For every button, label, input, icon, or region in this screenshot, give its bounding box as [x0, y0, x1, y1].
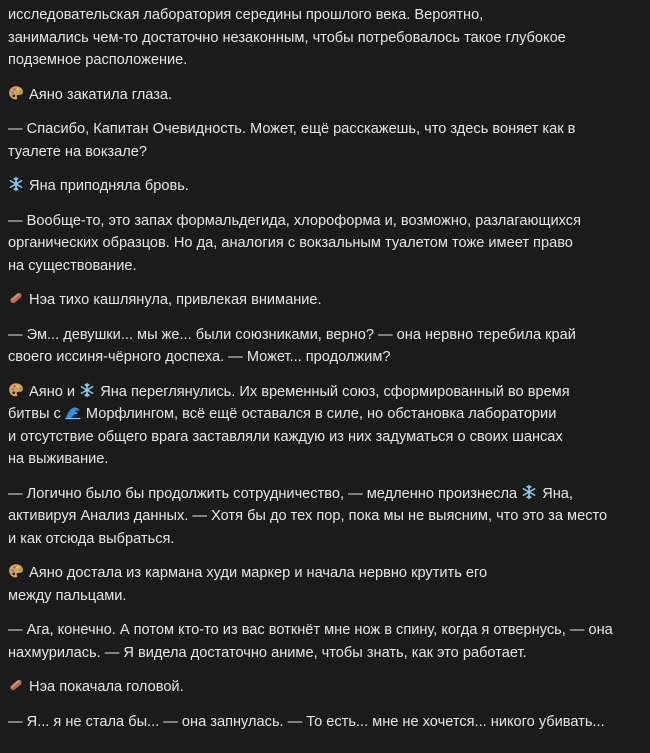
message-paragraph — [8, 676, 644, 699]
paragraph-text: — Я... я не стала бы... — она запнулась. — То есть... мне не хочется... никого убивать... — [8, 713, 605, 730]
message-paragraph — [8, 210, 644, 278]
message-paragraph — [8, 289, 644, 312]
paragraph-text: Аяно достала из кармана худи маркер и начала нервно крутить его между пальцами. — [8, 565, 488, 604]
wave-icon — [65, 404, 81, 420]
message-paragraph — [8, 324, 644, 369]
snowflake-icon — [79, 382, 95, 398]
paragraph-text: — Эм... девушки... мы же... были союзниками, верно? — она нервно теребила край своего иссиня-чёрного доспеха. — Может... продолжим? — [8, 326, 576, 365]
paragraph-text: — Ага, конечно. А потом кто-то из вас воткнёт мне нож в спину, когда я отвернусь, — она нахмурилась. — Я видела достаточно аниме, чтобы знать, как это работает. — [8, 622, 613, 661]
message-paragraph — [8, 175, 644, 198]
message-paragraph — [8, 483, 644, 551]
message-paragraph — [8, 84, 644, 107]
paragraph-text: Нэа покачала головой. — [25, 679, 184, 695]
paragraph-text: Яна переглянулись. Их временный союз, сформированный во время битвы с — [8, 383, 570, 422]
message-paragraph — [8, 619, 644, 664]
snowflake-icon — [521, 484, 537, 500]
palette-icon — [8, 563, 24, 579]
message-paragraph — [8, 711, 644, 734]
palette-icon — [8, 85, 24, 101]
paragraph-text: Нэа тихо кашлянула, привлекая внимание. — [25, 292, 322, 308]
message-paragraph — [8, 381, 644, 471]
palette-icon — [8, 382, 24, 398]
paragraph-text: Яна, активируя Анализ данных. — Хотя бы до тех пор, пока мы не выясним, что это за место и как отсюда выбраться. — [8, 485, 608, 547]
paragraph-text: — Логично было бы продолжить сотрудничество, — медленно произнесла — [8, 485, 522, 502]
paragraph-text: Морфлингом, всё ещё оставался в силе, но обстановка лаборатории и отсутствие общего врага заставляли каждую из них задуматься о своих шансах на выживание. — [8, 406, 563, 467]
snowflake-icon — [8, 176, 24, 192]
sausage-icon — [8, 290, 24, 306]
paragraph-text: Аяно и — [25, 383, 80, 400]
message-paragraph — [8, 4, 644, 72]
paragraph-text: Яна приподняла бровь. — [25, 178, 189, 194]
sausage-icon — [8, 677, 24, 693]
paragraph-text: — Вообще-то, это запах формальдегида, хлороформа и, возможно, разлагающихся органических образцов. Но да, аналогия с вокзальным туалетом тоже имеет право на существование. — [8, 212, 581, 274]
paragraph-text: — Спасибо, Капитан Очевидность. Может, ещё расскажешь, что здесь воняет как в туалете на вокзале? — [8, 121, 576, 160]
message-paragraph — [8, 118, 644, 163]
message-paragraph — [8, 562, 644, 607]
chat-message-body — [8, 4, 644, 745]
paragraph-text: Аяно закатила глаза. — [25, 86, 173, 103]
paragraph-text: исследовательская лаборатория середины прошлого века. Вероятно, занимались чем-то достаточно незаконным, чтобы потребовалось такое глубокое подземное расположение. — [8, 7, 566, 68]
